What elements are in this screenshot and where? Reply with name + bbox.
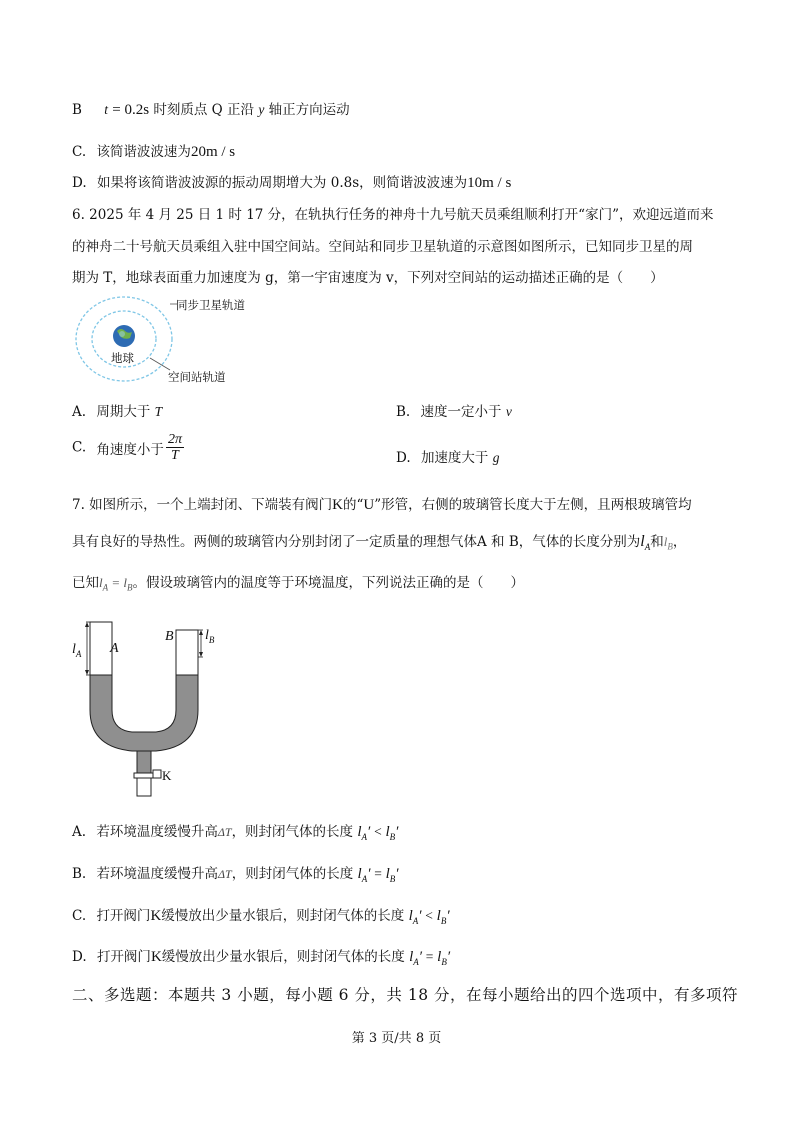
fraction xyxy=(166,432,184,463)
valve-symbol: K xyxy=(332,497,344,513)
q7-option-a: A. 若环境温度缓慢升高ΔT，则封闭气体的长度 $l_A' < l_B'$ xyxy=(72,824,399,842)
fraction-denominator: T xyxy=(171,448,179,463)
earth-label: 地球 xyxy=(111,351,134,365)
orbit-figure xyxy=(72,294,292,386)
velocity-var: v xyxy=(505,404,512,419)
relation: = xyxy=(425,949,434,964)
option-text-2: 轴正方向运动 xyxy=(268,102,350,118)
relation: < xyxy=(374,824,382,839)
q6-option-b xyxy=(396,400,512,420)
option-label: C. xyxy=(72,439,87,456)
option-text: 若环境温度缓慢升高 xyxy=(96,866,219,882)
speed-value: 10m / s xyxy=(467,175,512,191)
gravity-var: g xyxy=(492,450,500,465)
stem-text: 和 xyxy=(650,534,664,550)
gas-b-label: B xyxy=(165,629,174,644)
valve-icon xyxy=(153,770,161,778)
q5-option-d xyxy=(72,171,511,192)
mercury-column xyxy=(90,675,198,751)
gas-a-label: A xyxy=(110,641,119,656)
option-text: 打开阀门 xyxy=(96,949,151,965)
option-label: B. xyxy=(72,866,87,882)
option-text: 若环境温度缓慢升高 xyxy=(96,824,218,840)
option-label: C. xyxy=(72,144,87,160)
stem-text: ， xyxy=(672,534,687,550)
option-text-2: 缓慢放出少量水银后，则封闭气体的长度 xyxy=(161,949,405,965)
option-label: C. xyxy=(72,908,87,924)
option-text: 速度一定小于 xyxy=(420,404,502,420)
sync-orbit-label: 同步卫星轨道 xyxy=(176,298,245,312)
option-text-2: ，则封闭气体的长度 xyxy=(231,866,354,882)
q7-line-1 xyxy=(72,493,692,514)
option-text: 打开阀门 xyxy=(96,908,151,924)
q7-option-d: D. 打开阀门K缓慢放出少量水银后，则封闭气体的长度 $l_A' = l_B'$ xyxy=(72,949,451,967)
stem-text: 已知 xyxy=(72,575,99,591)
relation: = xyxy=(374,866,382,881)
q7-option-c: C. 打开阀门K缓慢放出少量水银后，则封闭气体的长度 $l_A' < l_B'$ xyxy=(72,908,450,926)
period-var: T xyxy=(154,404,163,419)
delta-t: ΔT xyxy=(218,867,232,881)
time-var: t xyxy=(104,102,108,117)
time-value: = 0.2s xyxy=(112,102,150,118)
u-symbol: U xyxy=(363,497,375,513)
q7-option-b: B. 若环境温度缓慢升高ΔT，则封闭气体的长度 $l_A' = l_B'$ xyxy=(72,866,399,884)
la-label: $l_A$ xyxy=(72,642,82,659)
q5-option-b xyxy=(72,98,350,119)
q6-line-1: 6. 2025 年 4 月 25 日 1 时 17 分，在轨执行任务的神舟十九号航天员乘组顺利打开“家门”，欢迎远道而来 xyxy=(72,207,714,223)
option-text: 时刻质点 Q 正沿 xyxy=(153,102,255,118)
stem-text: 具有良好的导热性。两侧的玻璃管内分别封闭了一定质量的理想气体 xyxy=(72,534,477,550)
lb-label: $l_B$ xyxy=(205,628,215,645)
stem-text: A 和 B，气体的长度分别为 xyxy=(477,534,641,550)
option-label: A. xyxy=(72,404,87,420)
stem-text: 。假设玻璃管内的温度等于环境温度，下列说法正确的是（ ） xyxy=(132,575,525,591)
option-text: 该简谐波波速为 xyxy=(96,144,191,160)
delta-t: ΔT xyxy=(217,825,232,839)
section-heading-multiple-choice: 二、多选题：本题共 3 小题，每小题 6 分，共 18 分，在每小题给出的四个选项中，有多项符 xyxy=(72,986,739,1004)
valve-label: K xyxy=(162,768,172,783)
option-label: B. xyxy=(396,404,411,420)
valve-symbol: K xyxy=(150,908,162,924)
q6-line-2: 的神舟二十号航天员乘组入驻中国空间站。空间站和同步卫星轨道的示意图如图所示，已知同步卫星的周 xyxy=(72,239,693,255)
option-label: D. xyxy=(72,949,87,965)
q7-line-2: 具有良好的导热性。两侧的玻璃管内分别封闭了一定质量的理想气体A 和 B，气体的长度分别为$l_A$和$l_B$， xyxy=(72,533,687,553)
option-text-2: ，则封闭气体的长度 xyxy=(231,824,354,840)
valve-symbol: K xyxy=(150,949,162,965)
q6-line-3: 期为 T，地球表面重力加速度为 g，第一宇宙速度为 v，下列对空间站的运动描述正确的是（ ） xyxy=(72,270,664,286)
option-label: B xyxy=(72,102,82,118)
station-orbit-label: 空间站轨道 xyxy=(168,370,226,384)
page-footer: 第 3 页/共 8 页 xyxy=(351,1031,442,1046)
fraction-numerator: 2π xyxy=(167,432,182,447)
option-text: 如果将该简谐波波源的振动周期增大为 0.8s，则简谐波波速为 xyxy=(96,175,468,191)
q6-option-a xyxy=(72,400,162,420)
option-label: A. xyxy=(72,824,87,840)
q6-option-c xyxy=(72,432,186,463)
q6-option-d xyxy=(396,446,499,466)
option-text-2: 缓慢放出少量水银后，则封闭气体的长度 xyxy=(161,908,405,924)
option-text: 加速度大于 xyxy=(420,450,489,466)
q7-line-3: 已知$l_A = l_B$。假设玻璃管内的温度等于环境温度，下列说法正确的是（ ） xyxy=(72,575,525,593)
option-label: D. xyxy=(396,450,411,466)
speed-value: 20m / s xyxy=(190,144,236,160)
option-text: 角速度小于 xyxy=(96,441,164,458)
stem-text: ”形管，右侧的玻璃管长度大于左侧，且两根玻璃管均 xyxy=(374,497,692,513)
q5-option-c xyxy=(72,140,235,161)
stem-text: 7. 如图所示，一个上端封闭、下端装有阀门 xyxy=(72,497,333,513)
stem-text: 的“ xyxy=(343,497,364,513)
relation: < xyxy=(425,908,433,923)
y-var: y xyxy=(258,102,265,117)
option-text: 周期大于 xyxy=(96,404,151,420)
u-tube-figure xyxy=(70,615,230,800)
option-label: D. xyxy=(72,175,87,191)
